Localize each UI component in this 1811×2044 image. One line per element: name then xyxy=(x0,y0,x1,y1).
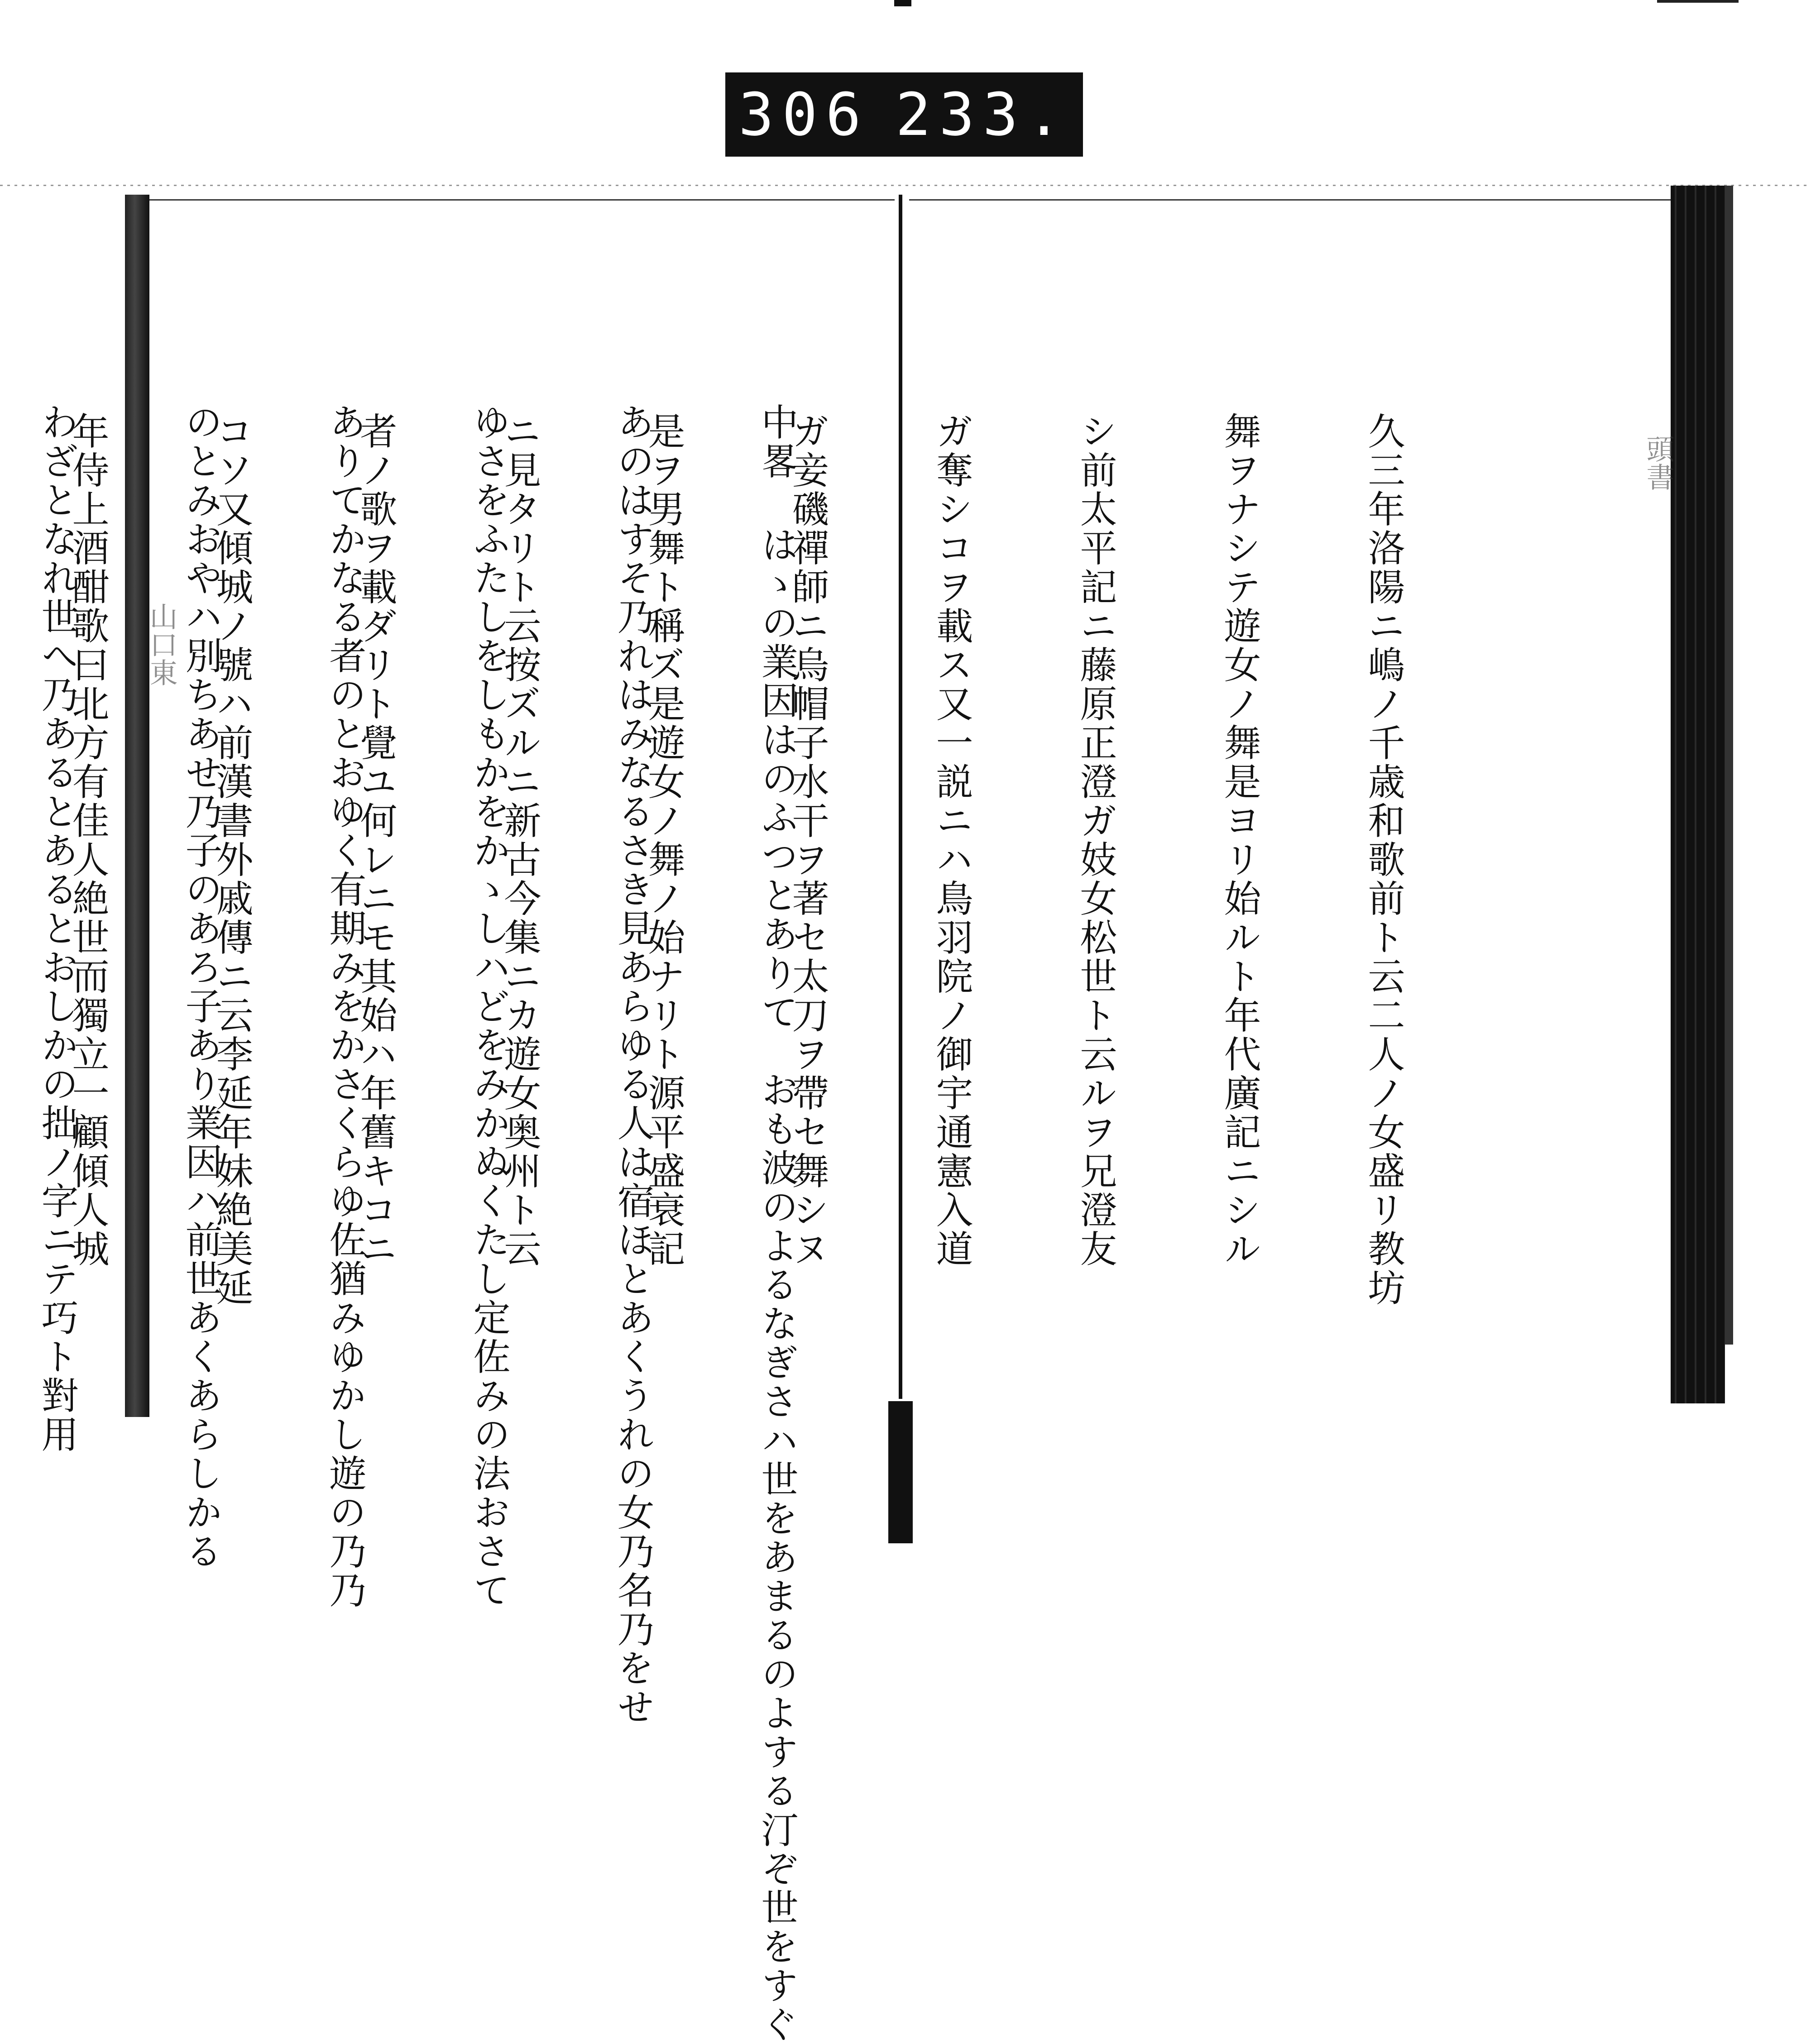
text-column: わざとなれ世へ乃あるとあるとおしかの拙ノ字ニテ巧ト對用 xyxy=(35,403,78,1454)
text-column: ニ見タリト云按ズルニ新古今集ニカ遊女奥州ト云 xyxy=(498,412,541,1269)
text-column: シ前太平記ニ藤原正澄ガ妓女松世ト云ルヲ兄澄友 xyxy=(1074,412,1117,1269)
text-column: 舞ヲナシテ遊女ノ舞是ヨリ始ルト年代廣記ニシル xyxy=(1218,412,1261,1269)
right-binding-shadow xyxy=(1725,186,1733,1345)
text-column: 是ヲ男舞ト稱ズ是遊女ノ舞ノ始ナリト源平盛衰記 xyxy=(642,412,685,1269)
frame-number-label xyxy=(725,72,1083,157)
text-column: ゆさをふたしをしもかをかゝしハどをみかぬくたし定佐みの法おさて xyxy=(467,403,510,1610)
frame-number-left: 306 xyxy=(738,80,869,149)
text-column: あのはすそ乃れはみなるさき見あらゆる人は宿ほとあくうれの女乃名乃をせ xyxy=(611,403,654,1727)
text-column: ガ奪シコヲ載ス又一説ニハ鳥羽院ノ御宇通憲入道 xyxy=(930,412,973,1269)
text-column: のとみおやハ別ちあせ乃子のあろ子あり業因ハ前世あくあらしかる xyxy=(179,403,222,1571)
film-top-mark xyxy=(894,0,911,6)
spine-foot xyxy=(888,1401,913,1543)
right-binding-edge xyxy=(1671,186,1725,1403)
scan-line xyxy=(0,185,1811,186)
left-margin-note: 山口東 xyxy=(145,602,178,686)
text-column: 年侍上酒酣歌曰北方有佳人絶世而獨立一顧傾人城 xyxy=(66,412,109,1269)
text-column: ありてかなる者のとおゆく有期みをかさくらゆ佐猶みゆかし遊の乃乃 xyxy=(323,403,366,1610)
text-column: 久三年洛陽ニ嶋ノ千歳和歌前ト云二人ノ女盛リ教坊 xyxy=(1362,412,1405,1307)
film-top-mark-right xyxy=(1657,0,1739,6)
text-column: コソ又傾城ノ號ハ前漢書外戚傳ニ云李延年妹絶美延 xyxy=(210,412,253,1307)
text-column: 者ノ歌ヲ載ダリト覺ユ何レニモ其始ハ年舊キコニ xyxy=(354,412,397,1269)
frame-number-right: 233. xyxy=(895,80,1070,149)
text-column: 中畧 はゝの業因はのふつとありて おも波のよるなぎさハ世をあまるのよする汀ぞ世をすぐ xyxy=(755,403,798,2044)
right-margin-note: 頭書 xyxy=(1642,435,1675,491)
text-column: ガ妾磯禪師ニ烏帽子水干ヲ著セ太刀ヲ帶セ舞シヌ xyxy=(786,412,829,1269)
